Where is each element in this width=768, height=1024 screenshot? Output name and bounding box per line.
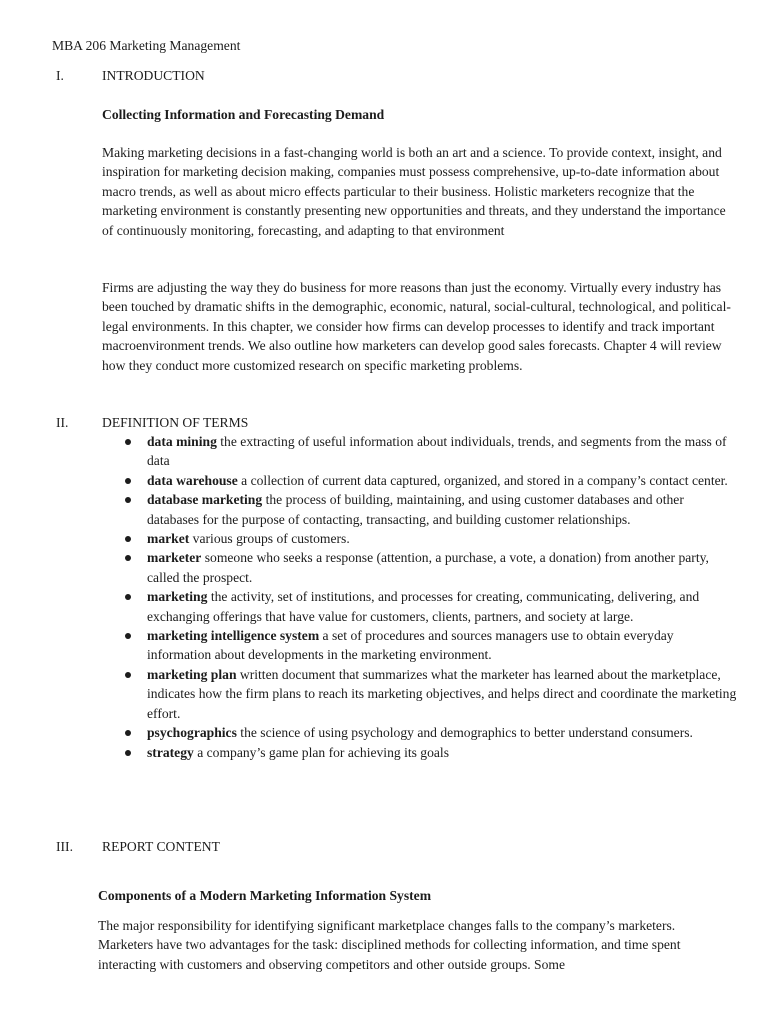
term-name: database marketing: [147, 492, 263, 508]
bullet-icon: [125, 478, 131, 484]
intro-paragraph-2: Firms are adjusting the way they do business for more reasons than just the economy. Virtually every industry has been touched by dramatic shifts in the demographic, economic, natural, social-cultural, technological, and political-legal environments. In this chapter, we consider how firms can develop processes to identify and track important macroenvironment trends. We also outline how marketers can develop good sales forecasts. Chapter 4 will review how they conduct more customized research on specific marketing problems.: [102, 280, 731, 373]
section-number-intro: I.: [56, 68, 64, 83]
definition-item: [118, 432, 738, 471]
bullet-icon: [125, 633, 131, 639]
term-definition: various groups of customers.: [189, 531, 350, 547]
term-definition: the activity, set of institutions, and processes for creating, communicating, delivering, and exchanging offerings that have value for customers, clients, partners, and society at large.: [147, 589, 700, 624]
bullet-icon: [125, 730, 131, 736]
course-header: MBA 206 Marketing Management: [52, 38, 241, 53]
bullet-icon: [125, 555, 131, 561]
term-name: data mining: [147, 434, 217, 449]
term-definition: a set of procedures and sources managers use to obtain everyday information about developments in the marketing environment.: [147, 628, 674, 663]
term-name: marketing intelligence system: [147, 628, 320, 644]
bullet-icon: [125, 536, 131, 542]
bullet-icon: [125, 672, 131, 678]
term-definition: a company’s game plan for achieving its goals: [193, 744, 450, 760]
term-definition: the extracting of useful information about individuals, trends, and segments from the mass of data: [147, 434, 727, 469]
section-number-report: III.: [56, 839, 73, 854]
definition-item: [118, 471, 738, 490]
term-name: market: [147, 531, 190, 547]
term-definition: the process of building, maintaining, and using customer databases and other databases for the purpose of contacting, transacting, and building customer relationships.: [147, 492, 684, 527]
definition-item: [118, 743, 738, 762]
definition-item: [118, 548, 738, 587]
term-name: strategy: [147, 744, 194, 760]
term-definition: the science of using psychology and demographics to better understand consumers.: [236, 725, 693, 741]
report-paragraph-1: The major responsibility for identifying significant marketplace changes falls to the company’s marketers. Marketers have two advantages for the task: disciplined methods for collecting information, and time spent interacting with customers and observing competitors and other outside groups. Some: [98, 918, 681, 972]
section-title-terms: DEFINITION OF TERMS: [102, 415, 249, 430]
term-name: marketer: [147, 550, 202, 566]
term-name: marketing: [147, 589, 208, 605]
section-title-intro: INTRODUCTION: [102, 68, 205, 83]
term-name: data warehouse: [147, 472, 238, 488]
term-definition: written document that summarizes what the marketer has learned about the marketplace, indicates how the firm plans to reach its marketing objectives, and helps direct and coordinate the marketing effort.: [147, 666, 737, 721]
section-number-terms: II.: [56, 415, 69, 430]
definition-item: [118, 665, 738, 723]
definition-item: [118, 723, 738, 742]
definition-item: [118, 529, 738, 548]
term-definition: someone who seeks a response (attention, a purchase, a vote, a donation) from another party, called the prospect.: [147, 550, 709, 585]
bullet-icon: [125, 439, 131, 445]
definition-item: [118, 490, 738, 529]
definition-list: [118, 432, 738, 762]
report-subheading: Components of a Modern Marketing Information System: [98, 888, 432, 903]
definition-item: [118, 587, 738, 626]
section-title-report: REPORT CONTENT: [102, 839, 220, 854]
bullet-icon: [125, 750, 131, 756]
term-name: marketing plan: [147, 666, 237, 682]
term-name: psychographics: [147, 725, 237, 741]
bullet-icon: [125, 594, 131, 600]
intro-paragraph-1: Making marketing decisions in a fast-changing world is both an art and a science. To provide context, insight, and inspiration for marketing decision making, companies must possess comprehensive, up-to-date information about macro trends, as well as about micro effects particular to their business. Holistic marketers recognize that the marketing environment is constantly presenting new opportunities and threats, and they understand the importance of continuously monitoring, forecasting, and adapting to that environment: [102, 145, 726, 238]
intro-subheading: Collecting Information and Forecasting Demand: [102, 107, 385, 122]
bullet-icon: [125, 497, 131, 503]
definition-item: [118, 626, 738, 665]
term-definition: a collection of current data captured, organized, and stored in a company’s contact center.: [237, 472, 728, 488]
